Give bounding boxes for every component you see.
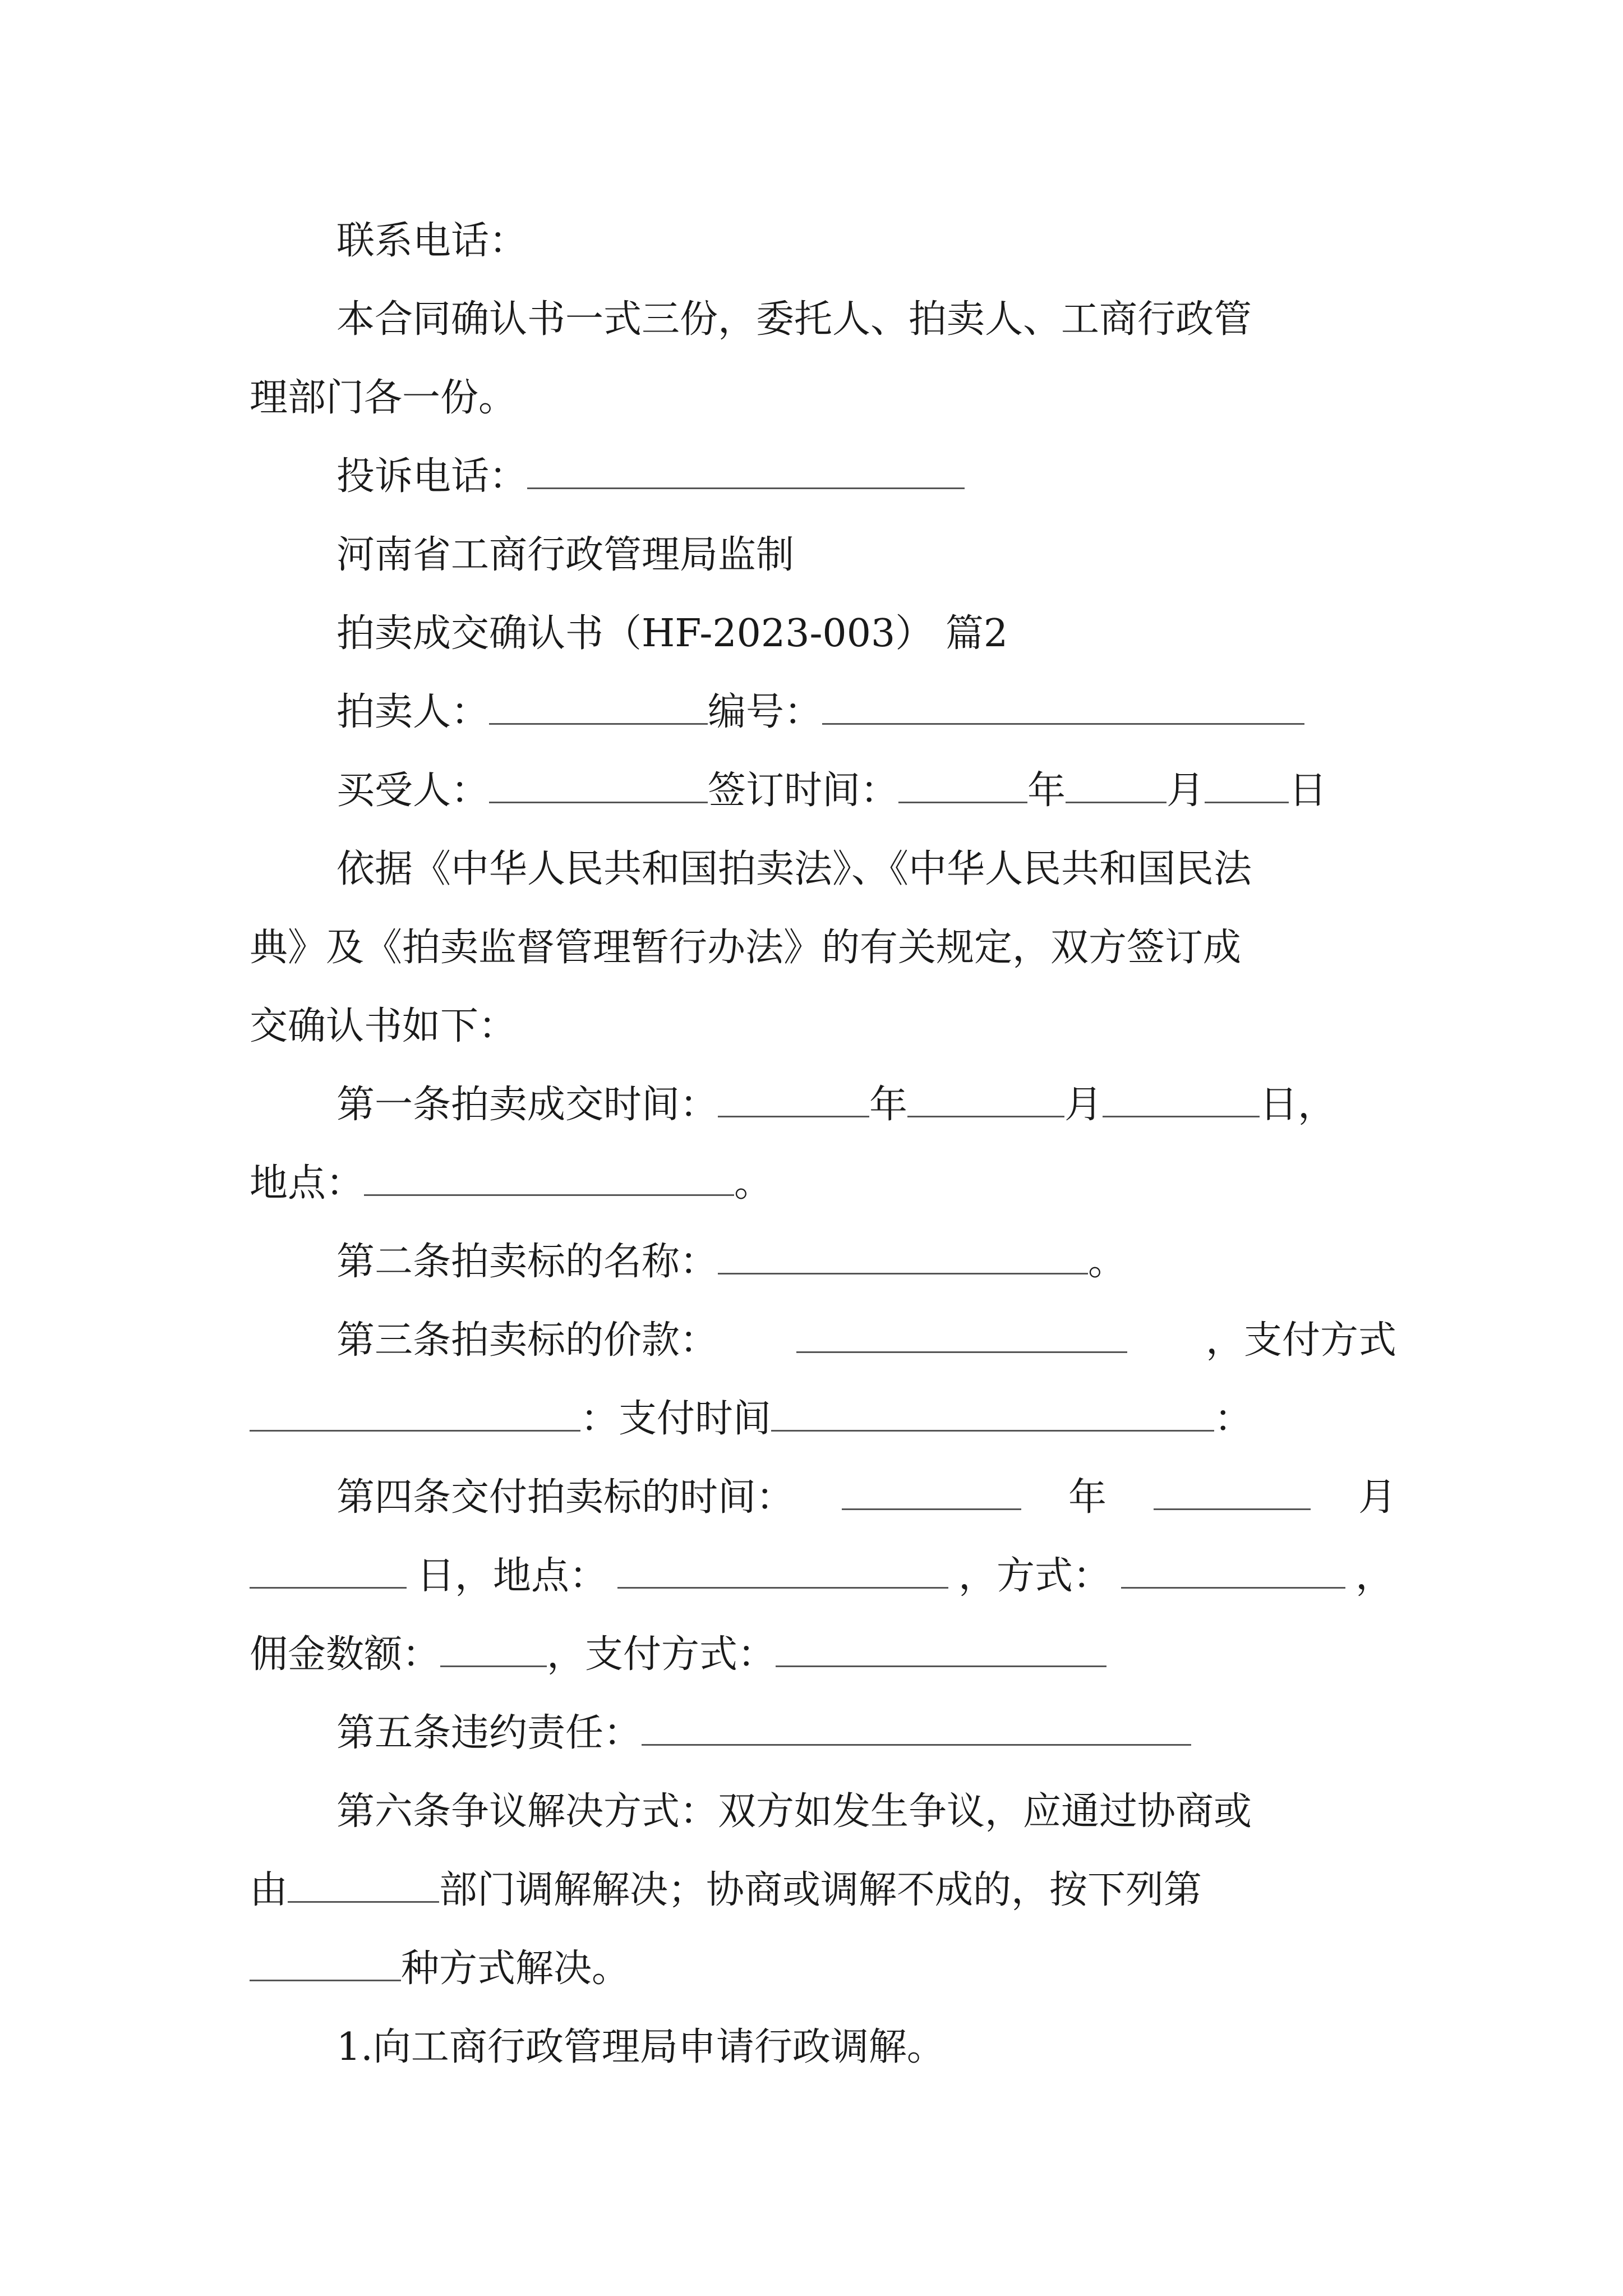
payment-method-label: ，支付方式 bbox=[1205, 1318, 1396, 1363]
article-6-line-2 bbox=[250, 1865, 1394, 1916]
article-4-line-1 bbox=[336, 1473, 1396, 1523]
comma: ， bbox=[1355, 1554, 1394, 1598]
article-3-line-2 bbox=[250, 1394, 1394, 1444]
paragraph-text: 本合同确认书一式三份，委托人、拍卖人、工商行政管 bbox=[336, 297, 1252, 342]
article-1-line-1 bbox=[336, 1080, 1396, 1130]
contact-phone-line bbox=[336, 216, 1396, 266]
auctioneer-line bbox=[336, 687, 1396, 738]
buyer-line bbox=[336, 766, 1396, 816]
deal-year-blank[interactable] bbox=[718, 1083, 869, 1117]
month-label: 月 bbox=[1358, 1475, 1396, 1520]
article-3-line-1 bbox=[336, 1315, 1396, 1366]
contact-phone-label: 联系电话： bbox=[336, 219, 528, 263]
number-label: 编号： bbox=[708, 690, 823, 734]
supervisor-line bbox=[336, 530, 1396, 581]
sign-year-blank[interactable] bbox=[898, 769, 1027, 803]
article-6-line-1 bbox=[336, 1787, 1396, 1837]
delivery-day-blank[interactable] bbox=[250, 1554, 407, 1589]
number-blank[interactable] bbox=[822, 691, 1304, 725]
payment-time-label: ：支付时间 bbox=[580, 1397, 772, 1441]
delivery-year-blank[interactable] bbox=[842, 1476, 1021, 1510]
day-label: 日 bbox=[1289, 769, 1327, 813]
colon: ： bbox=[1214, 1397, 1253, 1441]
supervisor-text: 河南省工商行政管理局监制 bbox=[336, 533, 795, 577]
location-label: 地点： bbox=[250, 1161, 365, 1205]
auctioneer-blank[interactable] bbox=[489, 691, 708, 725]
complaint-phone-label: 投诉电话： bbox=[336, 454, 528, 499]
delivery-month-blank[interactable] bbox=[1154, 1476, 1311, 1510]
sign-month-blank[interactable] bbox=[1066, 769, 1166, 803]
commission-blank[interactable] bbox=[440, 1633, 547, 1667]
paragraph-text: 依据《中华人民共和国拍卖法》、《中华人民共和国民法 bbox=[336, 847, 1252, 891]
article-2-line bbox=[336, 1237, 1396, 1287]
sign-time-label: 签订时间： bbox=[708, 769, 899, 813]
delivery-location-blank[interactable] bbox=[617, 1554, 948, 1589]
item-name-blank[interactable] bbox=[718, 1240, 1088, 1274]
payment-time-blank[interactable] bbox=[771, 1397, 1214, 1432]
complaint-phone-line bbox=[336, 452, 1396, 502]
paragraph-text: 由 bbox=[250, 1868, 288, 1912]
paragraph-text: 典》及《拍卖监督管理暂行办法》的有关规定，双方签订成 bbox=[250, 926, 1242, 970]
year-label: 年 bbox=[1068, 1475, 1106, 1520]
paragraph-text: 理部门各一份。 bbox=[250, 376, 517, 420]
article-1-line-2 bbox=[250, 1158, 1394, 1209]
article-2-label: 第二条拍卖标的名称： bbox=[336, 1240, 718, 1284]
deal-month-blank[interactable] bbox=[907, 1083, 1064, 1117]
paragraph-text: 部门调解解决；协商或调解不成的，按下列第 bbox=[439, 1868, 1202, 1912]
article-5-line bbox=[336, 1708, 1396, 1759]
deal-location-blank[interactable] bbox=[364, 1162, 734, 1196]
article-5-label: 第五条违约责任： bbox=[336, 1711, 642, 1755]
year-label: 年 bbox=[869, 1083, 908, 1127]
month-label: 月 bbox=[1166, 769, 1205, 813]
delivery-location-label: 日，地点： bbox=[416, 1554, 607, 1598]
mediation-dept-blank[interactable] bbox=[288, 1869, 439, 1903]
paragraph-text: 第六条争议解决方式：双方如发生争议，应通过协商或 bbox=[336, 1789, 1252, 1834]
sign-day-blank[interactable] bbox=[1205, 769, 1289, 803]
basis-paragraph-line-3 bbox=[250, 1001, 1394, 1052]
delivery-method-blank[interactable] bbox=[1121, 1554, 1345, 1589]
commission-payment-label: ，支付方式： bbox=[547, 1632, 776, 1677]
copies-paragraph-line-2 bbox=[250, 373, 1394, 424]
day-label: 日， bbox=[1260, 1083, 1336, 1127]
section-title bbox=[336, 609, 1396, 659]
resolution-method-blank[interactable] bbox=[250, 1947, 401, 1981]
commission-payment-blank[interactable] bbox=[776, 1633, 1106, 1667]
buyer-blank[interactable] bbox=[489, 769, 708, 803]
paragraph-text: 交确认书如下： bbox=[250, 1004, 517, 1048]
complaint-phone-blank[interactable] bbox=[527, 455, 965, 489]
deal-day-blank[interactable] bbox=[1103, 1083, 1260, 1117]
buyer-label: 买受人： bbox=[336, 769, 490, 813]
auctioneer-label: 拍卖人： bbox=[336, 690, 490, 734]
payment-method-blank[interactable] bbox=[250, 1397, 580, 1432]
article-4-line-2 bbox=[250, 1551, 1394, 1602]
period: 。 bbox=[1088, 1240, 1127, 1284]
liability-blank[interactable] bbox=[642, 1711, 1191, 1746]
article-4-label: 第四条交付拍卖标的时间： bbox=[336, 1475, 795, 1520]
basis-paragraph-line-1 bbox=[336, 844, 1396, 895]
month-label: 月 bbox=[1064, 1083, 1103, 1127]
price-blank[interactable] bbox=[796, 1319, 1127, 1353]
period: 。 bbox=[734, 1161, 773, 1205]
paragraph-text: 种方式解决。 bbox=[401, 1947, 630, 1991]
commission-label: 佣金数额： bbox=[250, 1632, 441, 1677]
article-3-label: 第三条拍卖标的价款： bbox=[336, 1318, 718, 1363]
article-4-line-3 bbox=[250, 1630, 1394, 1680]
article-6-line-3 bbox=[250, 1944, 1394, 1994]
option-1-text: 1.向工商行政管理局申请行政调解。 bbox=[336, 2025, 945, 2069]
delivery-method-label: ，方式： bbox=[958, 1554, 1111, 1598]
year-label: 年 bbox=[1027, 769, 1066, 813]
basis-paragraph-line-2 bbox=[250, 923, 1394, 973]
section-title-text: 拍卖成交确认书（HF-2023-003） 篇2 bbox=[336, 611, 1008, 656]
article-1-label: 第一条拍卖成交时间： bbox=[336, 1083, 718, 1127]
option-1-line bbox=[336, 2022, 1396, 2073]
copies-paragraph-line-1 bbox=[336, 295, 1396, 345]
